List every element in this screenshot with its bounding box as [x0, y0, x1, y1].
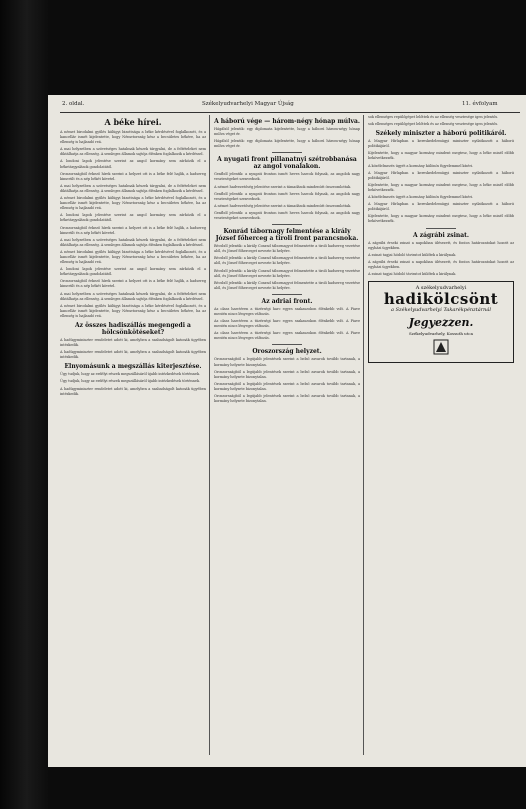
ad-headline: hadikölcsönt [383, 290, 499, 309]
paragraph: Hágából jelentik: egy diplomata kijelentette, hogy a háború három-négy hónap múlva véget ér. [214, 139, 360, 149]
issue-date: 11. évfolyam [462, 101, 498, 107]
paragraph: Genfből jelentik: a nyugati fronton ismét heves harcok folynak, az angolok nagy veszteségeket szenvednek. [214, 172, 360, 182]
masthead-title: Székelyudvarhelyi Magyar Újság [202, 101, 294, 107]
divider [272, 294, 302, 295]
paragraph: A zágrábi érseki zsinat a napokban ülésezett, és fontos határozatokat hozott az egyházi ügyekben. [368, 259, 514, 269]
article-title: Az adriai front. [261, 297, 313, 305]
paragraph: A londoni lapok jelentése szerint az angol kormány sem zárkózik el a béketárgyalások gondolatától. [60, 267, 206, 277]
paragraph: Kijelentette, hogy a magyar kormány mindent megtesz, hogy a béke minél előbb bekövetkezzék. [368, 214, 514, 224]
paragraph: A zágrábi érseki zsinat a napokban ülésezett, és fontos határozatokat hozott az egyházi ügyekben. [368, 240, 514, 250]
article-title: Székely miniszter a háború politikáról. [375, 130, 507, 138]
paragraph: Az olasz harctéren a tüzérségi harc egyes szakaszokon élénkebb volt. A Piave mentén nincs lényeges változás. [214, 306, 360, 316]
column-rule [209, 115, 210, 755]
paragraph: A zsinat tagjai hódoló táviratot küldtek a királynak. [368, 271, 457, 276]
ad-address: Székelyudvarhely, Kossuth utca [409, 331, 473, 337]
paragraph: Oroszországból érkező hírek szerint a helyzet ott is a béke felé hajlik, a hadsereg kimerült és a nép békét követel. [60, 171, 206, 181]
newspaper-page [48, 95, 526, 767]
paragraph: A német birodalmi gyűlés külügyi bizottsága a béke kérdésével foglalkozott, és a kancellár ismét kijelentette, hogy Németország kész a becsületes békére, ha az ellenség is hajlandó reá. [60, 196, 206, 211]
paragraph: A hadügyminiszter rendeletet adott ki, amelyben a szabadságolt katonák ügyében intézkedik. [60, 338, 206, 348]
paragraph: Oroszországból érkező hírek szerint a helyzet ott is a béke felé hajlik, a hadsereg kimerült és a nép békét követel. [60, 279, 206, 289]
paragraph: Oroszországból a legújabb jelentések szerint a belső zavarok tovább tartanak, a kormány helyzete bizonytalan. [214, 369, 360, 379]
paragraph: Genfből jelentik: a nyugati fronton ismét heves harcok folynak, az angolok nagy veszteségeket szenvednek. [214, 191, 360, 201]
article-title: Oroszország helyzet. [252, 348, 322, 356]
paragraph: Az olasz harctéren a tüzérségi harc egyes szakaszokon élénkebb volt. A Piave mentén nincs lényeges változás. [214, 331, 360, 341]
article-title: A béke hírei. [104, 117, 162, 127]
article-title: Konrád tábornagy felmentése a király József főherceg a tiroli front parancsnoka. [215, 228, 359, 243]
paragraph: A közélelmezés ügyét a kormány különös figyelemmel kíséri. [368, 163, 474, 168]
paragraph: A mai helyzetben a szövetséges hatalmak készek tárgyalni, de a feltételeket nem diktálhatja az ellenség. A semleges államok sajtója élénken foglalkozik a kérdéssel. [60, 237, 206, 247]
divider [272, 344, 302, 345]
paragraph: Bécsből jelentik: a király Conrad tábornagyot felmentette a tiroli hadsereg vezetése alól, és József főherceget nevezte ki helyére. [214, 256, 360, 266]
paragraph: Az olasz harctéren a tüzérségi harc egyes szakaszokon élénkebb volt. A Piave mentén nincs lényeges változás. [214, 319, 360, 329]
paragraph: A zsinat tagjai hódoló táviratot küldtek a királynak. [368, 252, 457, 257]
article-title: A zágrábi zsinat. [412, 231, 470, 239]
paragraph: Oroszországból a legújabb jelentések szerint a belső zavarok tovább tartanak, a kormány helyzete bizonytalan. [214, 394, 360, 404]
paragraph: Bécsből jelentik: a király Conrad tábornagyot felmentette a tiroli hadsereg vezetése alól, és József főherceget nevezte ki helyére. [214, 268, 360, 278]
paragraph: A mai helyzetben a szövetséges hatalmak készek tárgyalni, de a feltételeket nem diktálhatja az ellenség. A semleges államok sajtója élénken foglalkozik a kérdéssel. [60, 147, 206, 157]
paragraph: Oroszországból a legújabb jelentések szerint a belső zavarok tovább tartanak, a kormány helyzete bizonytalan. [214, 357, 360, 367]
divider [426, 228, 456, 229]
paragraph: sok ellenséges repülőgépet lelőttek és az ellenség vesztesége igen jelentős. [368, 115, 499, 119]
crest-icon [433, 339, 449, 355]
paragraph: A mai helyzetben a szövetséges hatalmak készek tárgyalni, de a feltételeket nem diktálhatja az ellenség. A semleges államok sajtója élénken foglalkozik a kérdéssel. [60, 291, 206, 301]
paragraph: Úgy tudjuk, hogy az erdélyi részek megszállásáról újabb intézkedések történnek. [60, 372, 201, 377]
ad-line: A székelyudvarhelyi [415, 285, 467, 292]
ad-line: a Székelyudvarhelyi Takarékpénztárnál [391, 307, 491, 314]
war-loan-advertisement [368, 281, 514, 363]
paragraph: Hágából jelentik: egy diplomata kijelentette, hogy a háború három-négy hónap múlva véget ér. [214, 127, 360, 137]
paragraph: A Magyar Hírlapban a kereskedelemügyi miniszter nyilatkozott a háború politikájáról. [368, 202, 514, 212]
paragraph: Genfből jelentik: a nyugati fronton ismét heves harcok folynak, az angolok nagy veszteségeket szenvednek. [214, 210, 360, 221]
book-binding [0, 0, 48, 809]
paragraph: Oroszországból érkező hírek szerint a helyzet ott is a béke felé hajlik, a hadsereg kimerült és a nép békét követel. [60, 225, 206, 235]
section-heading: Elnyomásunk a megszállás kiterjesztése. [64, 363, 202, 371]
paragraph: A német hadvezetőség jelentése szerint a támadások mindenütt összeomlottak. [214, 184, 352, 189]
paragraph: Kijelentette, hogy a magyar kormány mindent megtesz, hogy a béke minél előbb bekövetkezzék. [368, 182, 514, 192]
paragraph: A német birodalmi gyűlés külügyi bizottsága a béke kérdésével foglalkozott, és a kancellár ismét kijelentette, hogy Németország kész a becsületes békére, ha az ellenség is hajlandó reá. [60, 303, 206, 318]
ad-call-to-action: Jegyezzen. [408, 316, 474, 330]
paragraph: A Magyar Hírlapban a kereskedelemügyi miniszter nyilatkozott a háború politikájáról. [368, 170, 514, 180]
article-title: A nyugati front pillanatnyi szétrobbanása az angol vonalakon. [217, 156, 357, 171]
header-rule [60, 112, 520, 113]
paragraph: Kijelentette, hogy a magyar kormány mindent megtesz, hogy a béke minél előbb bekövetkezzék. [368, 151, 514, 161]
paragraph: A londoni lapok jelentése szerint az angol kormány sem zárkózik el a béketárgyalások gondolatától. [60, 159, 206, 169]
paragraph: A hadügyminiszter rendeletet adott ki, amelyben a szabadságolt katonák ügyében intézkedik. [60, 350, 206, 360]
column-3 [368, 115, 514, 763]
paragraph: A német birodalmi gyűlés külügyi bizottsága a béke kérdésével foglalkozott, és a kancellár ismét kijelentette, hogy Németország kész a becsületes békére, ha az ellenség is hajlandó reá. [60, 249, 206, 265]
paragraph: Bécsből jelentik: a király Conrad tábornagyot felmentette a tiroli hadsereg vezetése alól, és József főherceget nevezte ki helyére. [214, 244, 360, 254]
paragraph: Bécsből jelentik: a király Conrad tábornagyot felmentette a tiroli hadsereg vezetése alól, és József főherceget nevezte ki helyére. [214, 280, 360, 290]
column-2 [214, 115, 360, 763]
paragraph: A hadügyminiszter rendeletet adott ki, amelyben a szabadságolt katonák ügyében intézkedik. [60, 386, 206, 396]
divider [272, 152, 302, 153]
paragraph: A közélelmezés ügyét a kormány különös figyelemmel kíséri. [368, 195, 474, 200]
page-header [62, 101, 518, 111]
column-1 [60, 115, 206, 763]
paragraph: Oroszországból a legújabb jelentések szerint a belső zavarok tovább tartanak, a kormány helyzete bizonytalan. [214, 381, 360, 391]
article-title: A háború vége — három-négy hónap múlva. [214, 118, 360, 125]
paragraph: Úgy tudjuk, hogy az erdélyi részek megszállásáról újabb intézkedések történnek. [60, 379, 201, 384]
paragraph: sok ellenséges repülőgépet lelőttek és az ellenség vesztesége igen jelentős. [368, 122, 499, 127]
paragraph: A német hadvezetőség jelentése szerint a támadások mindenütt összeomlottak. [214, 203, 352, 208]
column-rule [363, 115, 364, 755]
paragraph: A mai helyzetben a szövetséges hatalmak készek tárgyalni, de a feltételeket nem diktálhatja az ellenség. A semleges államok sajtója élénken foglalkozik a kérdéssel. [60, 183, 206, 193]
divider [272, 224, 302, 225]
paragraph: A német birodalmi gyűlés külügyi bizottsága a béke kérdésével foglalkozott, és a kancellár ismét kijelentette, hogy Németország kész a becsületes békére, ha az ellenség is hajlandó reá. [60, 130, 206, 145]
page-number: 2. oldal. [62, 101, 85, 107]
paragraph: A londoni lapok jelentése szerint az angol kormány sem zárkózik el a béketárgyalások gondolatától. [60, 213, 206, 223]
section-heading: Az összes hadiszállás megengedi a hölcsönkötéseket? [75, 322, 191, 336]
paragraph: A Magyar Hírlapban a kereskedelemügyi miniszter nyilatkozott a háború politikájáról. [368, 139, 514, 149]
